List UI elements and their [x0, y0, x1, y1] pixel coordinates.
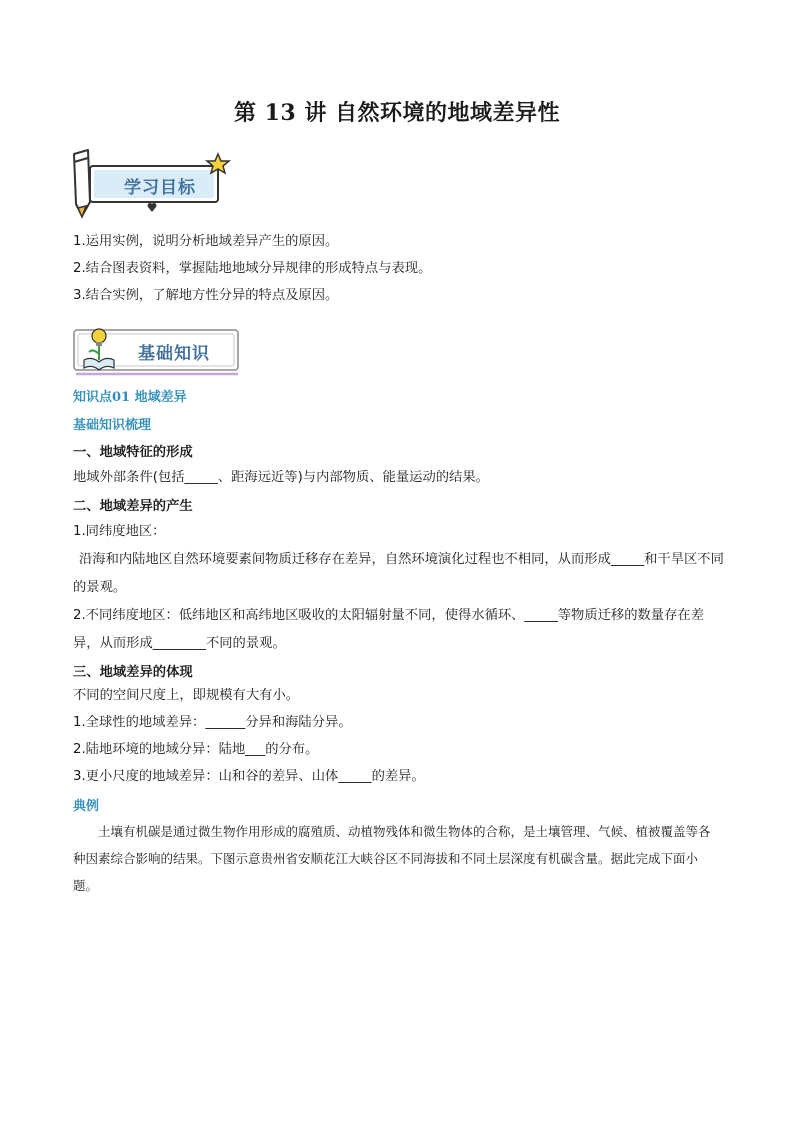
subheading: 基础知识梳理 [73, 418, 152, 433]
section-paragraph: 2.不同纬度地区：低纬地区和高纬地区吸收的太阳辐射量不同，使得水循环、_____等物质迁移的数量存在差异，从而形成________不同的景观。 [73, 608, 704, 651]
goals-banner [68, 146, 238, 224]
example-text: 土壤有机碳是通过微生物作用形成的腐殖质、动植物残体和微生物体的合称，是土壤管理、气候、植被覆盖等各种因素综合影响的结果。下图示意贵州省安顺花江大峡谷区不同海拔和不同土层深度有机碳含量。据此完成下面小题。 [73, 824, 711, 893]
section-heading: 三、地域差异的体现 [73, 665, 193, 680]
goals-banner-label: 学习目标 [124, 178, 196, 198]
list-item: 1.全球性的地域差异：______分异和海陆分异。 [73, 715, 352, 730]
list-item: 3.更小尺度的地域差异：山和谷的差异、山体_____的差异。 [73, 769, 425, 784]
basics-banner-label: 基础知识 [138, 344, 210, 364]
section-heading: 一、地域特征的形成 [73, 445, 193, 460]
page-title: 第 13 讲 自然环境的地域差异性 [233, 100, 561, 126]
example-label: 典例 [73, 799, 100, 814]
section-item-title: 1.同纬度地区： [73, 524, 166, 539]
heart-icon [148, 203, 157, 212]
basics-banner [72, 322, 242, 376]
pencil-icon [74, 150, 90, 217]
list-item: 2.陆地环境的地域分异：陆地___的分布。 [73, 742, 319, 757]
section-heading: 二、地域差异的产生 [73, 499, 193, 514]
section-text: 地域外部条件(包括_____、距海远近等)与内部物质、能量运动的结果。 [73, 470, 489, 485]
goal-item: 1.运用实例，说明分析地域差异产生的原因。 [73, 234, 339, 249]
section-text: 不同的空间尺度上，即规模有大有小。 [73, 688, 300, 703]
goal-item: 2.结合图表资料，掌握陆地地域分异规律的形成特点与表现。 [73, 261, 432, 276]
knowledge-point-title: 知识点01 地域差异 [73, 390, 187, 405]
goal-item: 3.结合实例，了解地方性分异的特点及原因。 [73, 288, 339, 303]
section-paragraph: 沿海和内陆地区自然环境要素间物质迁移存在差异，自然环境演化过程也不相同，从而形成_____和干旱区不同的景观。 [73, 552, 724, 595]
